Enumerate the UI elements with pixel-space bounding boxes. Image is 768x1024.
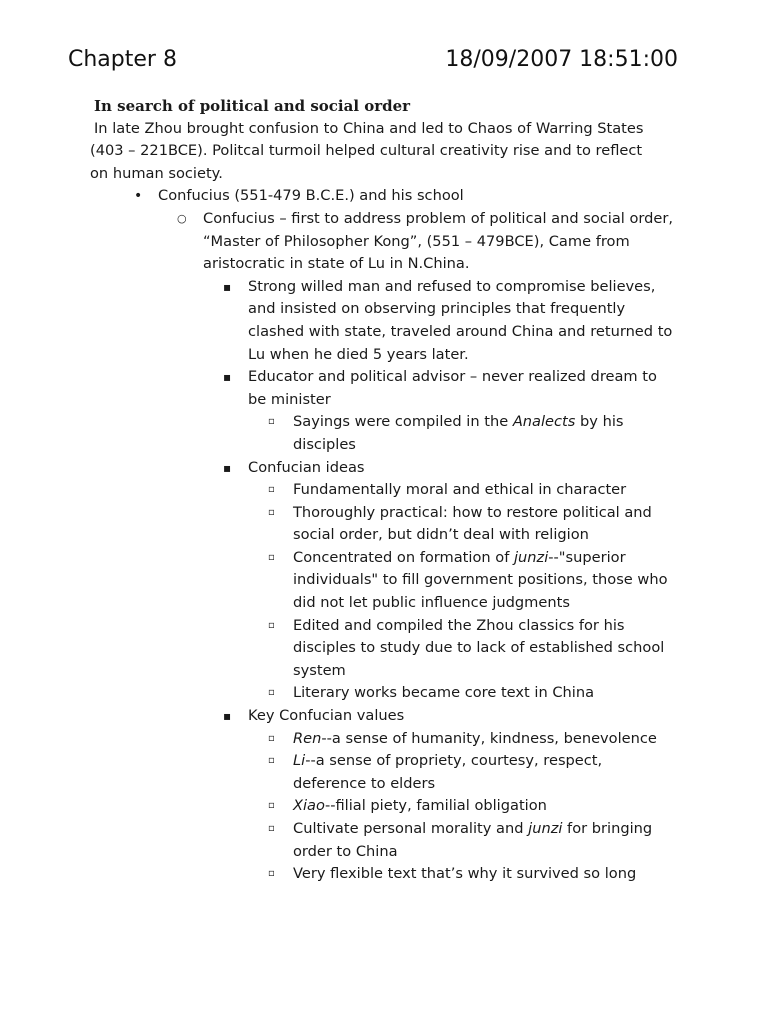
- outline-level-1: [0, 185, 768, 208]
- list-item-text: [293, 549, 668, 611]
- notes-body: [0, 95, 768, 886]
- square-bullet-icon: ▪: [223, 370, 232, 385]
- list-item-text: [293, 730, 657, 747]
- intro-line: on human society.: [90, 164, 223, 182]
- text-run: --a sense of propriety, courtesy, respect, deference to elders: [293, 752, 603, 792]
- list-item-text: [293, 413, 623, 453]
- text-run: --filial piety, familial obligation: [324, 797, 547, 815]
- square-bullet-icon: ▪: [223, 460, 232, 475]
- list-item-text: Key Confucian values: [248, 707, 405, 725]
- hollow-square-bullet-icon: ▫: [268, 868, 275, 880]
- list-item-text: Literary works became core text in China: [293, 684, 595, 702]
- outline-level-3: [0, 276, 768, 412]
- outline-level-2: [0, 208, 768, 276]
- hollow-square-bullet-icon: ▫: [268, 800, 275, 812]
- hollow-square-bullet-icon: ▫: [268, 732, 275, 744]
- hollow-square-bullet-icon: ▫: [268, 619, 275, 631]
- italic-term: Li: [293, 752, 306, 770]
- list-item: [268, 863, 678, 886]
- list-item: [268, 750, 678, 795]
- outline-level-3: [0, 457, 768, 480]
- text-run: by his disciples: [293, 413, 624, 453]
- list-item: [223, 366, 678, 411]
- text-run: Concentrated on formation of: [293, 548, 514, 566]
- section-heading: In search of political and social order: [94, 97, 411, 115]
- list-item: [223, 705, 678, 728]
- outline-level-4: [0, 479, 768, 705]
- list-item-text: Thoroughly practical: how to restore political and social order, but didn’t deal with religion: [293, 503, 652, 544]
- intro-line: (403 – 221BCE). Politcal turmoil helped cultural creativity rise and to reflect: [90, 142, 643, 160]
- text-run: --"superior individuals" to fill government positions, those who did not let public influence judgments: [293, 548, 668, 612]
- text-run: Cultivate personal morality and: [293, 820, 529, 837]
- list-item: [268, 479, 678, 502]
- square-bullet-icon: ▪: [223, 709, 232, 724]
- hollow-square-bullet-icon: ▫: [268, 551, 275, 563]
- intro-line: In late Zhou brought confusion to China and led to Chaos of Warring States: [94, 119, 644, 137]
- text-run: --a sense of humanity, kindness, benevolence: [321, 729, 657, 747]
- page-header: [68, 44, 678, 76]
- list-item: [268, 547, 678, 615]
- list-item: [268, 615, 678, 683]
- disc-bullet-icon: •: [134, 188, 143, 205]
- list-item-text: [293, 797, 547, 814]
- hollow-square-bullet-icon: ▫: [268, 823, 275, 834]
- list-item: [268, 682, 678, 705]
- list-item-text: [293, 820, 652, 860]
- outline-level-4: [0, 411, 768, 456]
- text-run: Sayings were compiled in the: [293, 413, 513, 431]
- list-item-text: Fundamentally moral and ethical in character: [293, 481, 627, 499]
- square-bullet-icon: ▪: [223, 279, 232, 294]
- circle-bullet-icon: ○: [177, 211, 187, 225]
- outline-level-3: [0, 705, 768, 728]
- hollow-square-bullet-icon: ▫: [268, 687, 275, 699]
- italic-term: junzi: [513, 548, 549, 566]
- list-item-text: Confucius (551-479 B.C.E.) and his school: [158, 187, 464, 205]
- list-item-text: Educator and political advisor – never realized dream to be minister: [248, 368, 657, 408]
- list-item-text: [293, 752, 602, 792]
- list-item: [223, 276, 678, 366]
- italic-term: Xiao: [293, 797, 325, 815]
- italic-term: Analects: [512, 413, 576, 431]
- italic-term: Ren: [293, 729, 322, 747]
- list-item: [134, 185, 678, 208]
- list-item-text: Very flexible text that’s why it survived so long: [293, 865, 637, 883]
- hollow-square-bullet-icon: ▫: [268, 484, 275, 496]
- list-item: [268, 502, 678, 547]
- list-item: [268, 795, 678, 818]
- list-item-text: Confucian ideas: [248, 458, 365, 476]
- list-item-text: Confucius – first to address problem of political and social order, “Master of Philosopher Kong”, (551 – 479BCE), Came from aristocratic in state of Lu in N.China.: [203, 209, 674, 273]
- outline-level-4: [0, 728, 768, 886]
- list-item-text: Strong willed man and refused to compromise believes, and insisted on observing principles that frequently clashed with state, traveled around China and returned to Lu when he died 5 years later.: [248, 277, 673, 363]
- list-item: [268, 728, 678, 751]
- hollow-square-bullet-icon: ▫: [268, 755, 275, 767]
- list-item: [177, 208, 678, 276]
- list-item-text: Edited and compiled the Zhou classics for his disciples to study due to lack of established school system: [293, 616, 665, 679]
- list-item: [223, 457, 678, 480]
- timestamp: 18/09/2007 18:51:00: [445, 47, 678, 72]
- hollow-square-bullet-icon: ▫: [268, 506, 275, 518]
- text-run: for bringing order to China: [293, 820, 653, 860]
- list-item: [268, 411, 678, 456]
- italic-term: junzi: [528, 820, 563, 837]
- chapter-title: Chapter 8: [68, 47, 177, 72]
- hollow-square-bullet-icon: ▫: [268, 416, 275, 428]
- list-item: [268, 818, 678, 863]
- intro-paragraph: [90, 118, 680, 186]
